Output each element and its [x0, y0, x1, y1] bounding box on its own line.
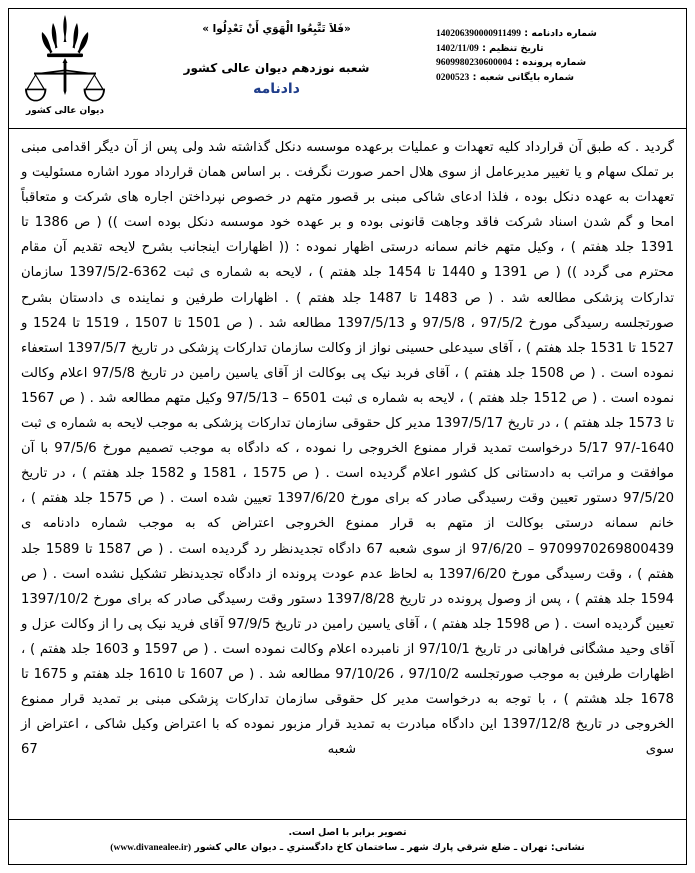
address-text: تهران ـ ضلع شرقي پارك شهر ـ ساختمان كاخ دادگستري ـ دیوان عالي كشور [194, 842, 548, 854]
document-header [9, 9, 686, 129]
doc-date-value: 1402/11/09 [436, 43, 479, 54]
branch-title: شعبه نوزدهم دیوان عالی کشور [183, 61, 370, 75]
document-body [9, 129, 686, 819]
doc-number-label: شماره دادنامه : [524, 28, 597, 39]
header-center-block [121, 9, 432, 97]
doc-date-label: تاریخ تنظیم : [482, 42, 544, 54]
certification-note: تصویر برابر با اصل است. [288, 827, 407, 838]
case-number-row [436, 56, 686, 71]
emblem-caption: دیوان عالی کشور [26, 106, 104, 116]
case-number-label: شماره پرونده : [515, 57, 587, 69]
quranic-verse: «فَلاَ تَتَّبِعُوا الْهَوَي أَنْ تَعْدِلُوا » [202, 23, 351, 35]
document-kind-title: دادنامه [253, 81, 300, 97]
body-paragraph: گردید . که طبق آن قرارداد کلیه تعهدات و عملیات برعهده موسسه دنکل گذاشته شد ولی پس از آن دیگر اقدامی مبنی بر تملک سهام و یا تغییر مدیرعامل از سوی هلال احمر صورت نگرفت . بر اساس همان قرارداد مورد اشاره مسئولیت و تعهدات به عهده دنکل بوده ، فلذا ادعای شاکی مبنی بر قصور متهم در خصوص نپرداختن اجاره های شرکت و متعاقباً امحا و گم شدن اسناد شرکت فاقد وجاهت قانونی بوده و بر عهده خود موسسه دنکل بوده است )) ( ص 1386 تا 1391 جلد هفتم ) ، وکیل متهم خانم سمانه درستی اظهار نموده : (( اظهارات اینجانب بشرح لایحه تقدیم آن مقام محترم می گردد )) ( ص 1391 و 1440 تا 1454 جلد هفتم ) ، لایحه به شماره ی ثبت 6362-1397/5/2 سازمان تدارکات پزشکی مطالعه شد . ( ص 1483 تا 1487 جلد هفتم ) . اظهارات طرفین و نماینده ی دادستان بشرح صورتجلسه رسیدگی مورخ 97/5/2 ، 97/5/8 و 1397/5/13 مطالعه شد . ( ص 1501 تا 1507 ، 1519 تا 1524 و 1527 تا 1531 جلد هفتم ) ، آقای سیدعلی حسینی نواز از وکالت سازمان تدارکات پزشکی در تاریخ 1397/5/7 استعفاء نموده است . ( ص 1508 جلد هفتم ) ، آقای فربد نیک پی بوکالت از آقای یاسین رامین در تاریخ 97/5/8 اعلام وکالت نموده است . ( ص 1512 جلد هفتم ) ، لایحه به شماره ی ثبت 6501 – 97/5/13 وکیل متهم مطالعه شد . ( ص 1567 تا 1573 جلد هفتم ) ، در تاریخ 1397/5/17 مدیر کل حقوقی سازمان تدارکات پزشکی به موجب لایحه به شماره ی ثبت 1640-/97 5/17 درخواست تمدید قرار ممنوع الخروجی را نموده ، که دادگاه به موجب تصمیم مورخ 97/5/6 با آن موافقت و مراتب به دادستانی کل کشور اعلام گردیده است . ( ص 1575 ، 1581 و 1582 جلد هفتم ) ، در تاریخ 97/5/20 دستور تعیین وقت رسیدگی صادر که برای مورخ 1397/6/20 تعیین شده است . ( ص 1575 جلد هفتم ) ، خانم سمانه درستی بوکالت از متهم به قرار ممنوع الخروجی اعتراض که به موجب شماره دادنامه ی 9709970269800439 – 97/6/20 از سوی شعبه 67 دادگاه تجدیدنظر رد گردیده است . ( ص 1587 تا 1589 جلد هفتم ) ، وقت رسیدگی مورخ 1397/6/20 به لحاظ عدم عودت پرونده از دادگاه تجدیدنظر تشکیل نشده است . ( ص 1594 جلد هفتم ) ، پس از وصول پرونده در تاریخ 1397/8/28 دستور وقت رسیدگی صادر که برای مورخ 1397/10/2 تعیین گردیده است . ( ص 1598 جلد هفتم ) ، آقای یاسین رامین در تاریخ 97/9/5 آقای فرید نیک پی را از وکالت عزل و آقای وحید مشگانی فراهانی در تاریخ 97/10/1 از نامبرده اعلام وکالت نموده است . ( ص 1597 و 1603 جلد هفتم ) ، اظهارات طرفین به موجب صورتجلسه 97/10/2 ، 97/10/26 مطالعه شد . ( ص 1607 تا 1610 جلد هفتم و 1675 تا 1678 جلد هشتم ) ، با توجه به درخواست مدیر کل حقوقی سازمان تدارکات پزشکی مبنی بر تمدید قرار ممنوع الخروجی در تاریخ 1397/12/8 این دادگاه مبادرت به تمدید قرار مزبور نموده که با اعتراض وکیل شاکی ، اعتراض از سوی شعبه 67 [20, 140, 675, 758]
doc-number-row [436, 27, 686, 42]
document-metadata [432, 9, 686, 86]
case-number-value: 9609980230600004 [436, 58, 512, 69]
footer-address-line [9, 840, 686, 856]
address-label: نشانی: [550, 842, 585, 854]
document-footer [9, 819, 686, 864]
iran-judiciary-emblem-icon [22, 13, 108, 105]
website-url[interactable]: (www.divanealee.ir) [110, 843, 192, 854]
branch-archive-row [436, 71, 686, 86]
judiciary-emblem-block [9, 9, 121, 116]
branch-archive-value: 0200523 [436, 73, 470, 84]
doc-date-row [436, 42, 686, 57]
branch-archive-label: شماره بایگانی شعبه : [472, 72, 574, 84]
doc-number-value: 140206390000911499 [436, 29, 521, 39]
